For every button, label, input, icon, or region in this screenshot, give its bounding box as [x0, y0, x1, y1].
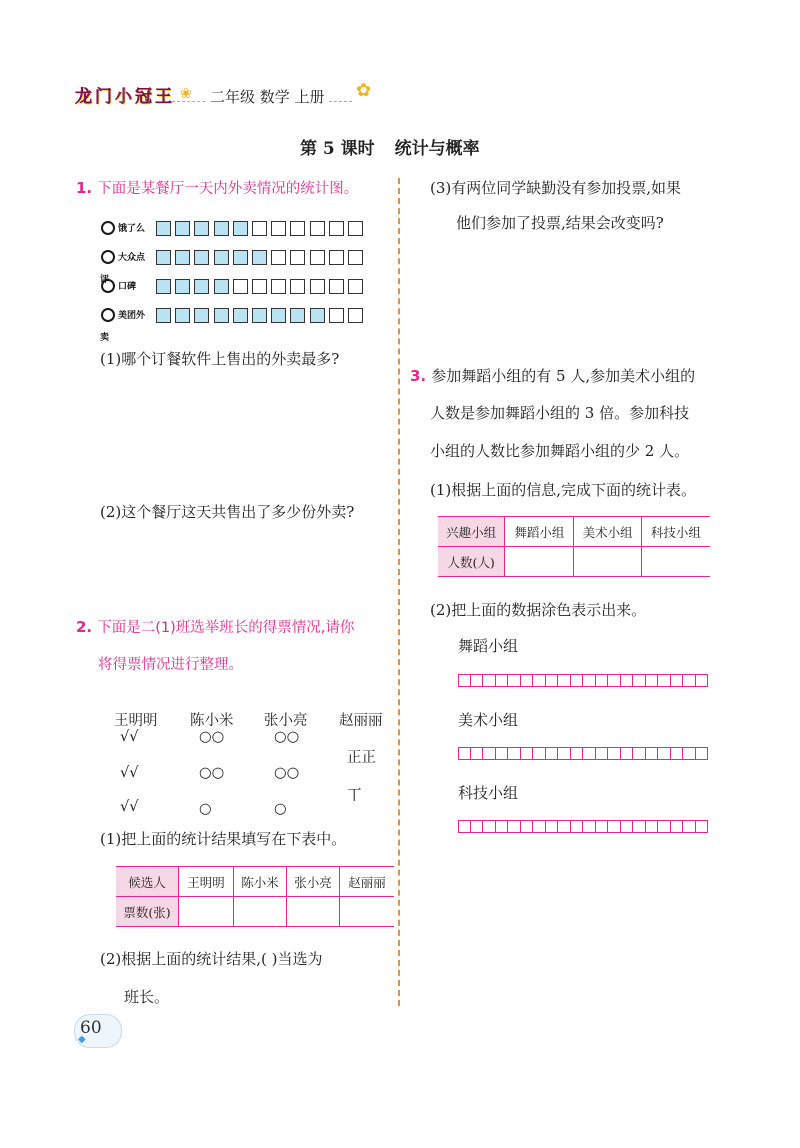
- empty-square: [271, 250, 286, 265]
- series-logo: [74, 82, 174, 107]
- table-header-cell: 张小亮: [287, 867, 340, 897]
- color-square[interactable]: [533, 674, 546, 687]
- butterfly-icon: ✿: [356, 80, 372, 101]
- color-square[interactable]: [571, 747, 584, 760]
- empty-square: [252, 279, 267, 294]
- fish-icon: ◆: [78, 1034, 86, 1045]
- color-square[interactable]: [683, 747, 696, 760]
- filled-square: [233, 308, 248, 323]
- question-number: 3.: [410, 367, 427, 385]
- color-square[interactable]: [621, 747, 634, 760]
- table-header-cell: 美术小组: [574, 517, 641, 547]
- color-square[interactable]: [646, 820, 659, 833]
- filled-square: [175, 250, 190, 265]
- vote-table: [116, 866, 394, 927]
- brand-name: 大众点评: [100, 252, 146, 285]
- empty-square: [290, 250, 305, 265]
- tally-mark: 正正: [347, 750, 376, 766]
- graph-row: [100, 301, 367, 343]
- color-strip[interactable]: [458, 820, 708, 833]
- filled-square: [175, 279, 190, 294]
- filled-square: [194, 221, 209, 236]
- color-square[interactable]: [696, 674, 709, 687]
- filled-square: [290, 308, 305, 323]
- tally-mark: ○○: [274, 765, 300, 781]
- q1-sub1: (1)哪个订餐软件上售出的外卖最多?: [100, 350, 340, 368]
- candidate-name: 陈小米: [190, 713, 234, 729]
- color-square[interactable]: [471, 747, 484, 760]
- filled-square: [194, 250, 209, 265]
- q2-sub3-cont: 他们参加了投票,结果会改变吗?: [456, 214, 664, 232]
- empty-square: [348, 279, 363, 294]
- filled-square: [310, 308, 325, 323]
- logo-char: 小: [115, 87, 133, 107]
- answer-cell[interactable]: [574, 547, 641, 577]
- lesson-title: [300, 134, 480, 159]
- color-square[interactable]: [671, 820, 684, 833]
- filled-square: [233, 250, 248, 265]
- color-square[interactable]: [658, 820, 671, 833]
- color-square[interactable]: [458, 747, 471, 760]
- interest-group-table: [438, 516, 710, 577]
- koubei-icon: [100, 278, 116, 294]
- color-square[interactable]: [496, 674, 509, 687]
- logo-char: 王: [155, 87, 173, 107]
- color-strip[interactable]: [458, 747, 708, 760]
- question-number: 2.: [76, 618, 93, 636]
- table-row-label: 人数(人): [438, 547, 505, 577]
- question-number: 1.: [76, 179, 93, 197]
- filled-square: [271, 308, 286, 323]
- color-square[interactable]: [546, 820, 559, 833]
- empty-square: [310, 221, 325, 236]
- brand-logo: [100, 305, 152, 343]
- table-header-cell: 科技小组: [641, 517, 710, 547]
- question-text: 参加舞蹈小组的有 5 人,参加美术小组的: [431, 367, 696, 385]
- tally-mark: ○○: [274, 729, 300, 745]
- question-text-cont: 将得票情况进行整理。: [98, 657, 243, 673]
- color-square[interactable]: [696, 747, 709, 760]
- color-square[interactable]: [583, 747, 596, 760]
- table-header-cell: 陈小米: [234, 867, 287, 897]
- filled-square: [252, 250, 267, 265]
- color-square[interactable]: [483, 747, 496, 760]
- color-square[interactable]: [521, 747, 534, 760]
- q3-prompt: [410, 365, 695, 386]
- filled-square: [175, 308, 190, 323]
- brand-logo: [100, 276, 152, 298]
- group-label: 科技小组: [458, 784, 519, 802]
- candidate-name: 张小亮: [264, 713, 308, 729]
- color-square[interactable]: [633, 674, 646, 687]
- answer-cell[interactable]: [234, 897, 287, 927]
- takeout-picture-graph: [100, 214, 367, 343]
- empty-square: [348, 250, 363, 265]
- table-header-cell: 王明明: [179, 867, 234, 897]
- empty-square: [329, 308, 344, 323]
- table-header-cell: 兴趣小组: [438, 517, 505, 547]
- filled-square: [156, 250, 171, 265]
- color-square[interactable]: [646, 674, 659, 687]
- color-square[interactable]: [521, 674, 534, 687]
- answer-cell[interactable]: [505, 547, 574, 577]
- empty-square: [329, 250, 344, 265]
- color-square[interactable]: [658, 674, 671, 687]
- filled-square: [194, 279, 209, 294]
- tally-mark: ○○: [199, 765, 225, 781]
- color-square[interactable]: [646, 747, 659, 760]
- tally-mark: √√: [120, 765, 139, 781]
- filled-square: [156, 279, 171, 294]
- page-number: 60: [80, 1018, 102, 1038]
- lesson-number: 第 5 课时: [300, 139, 375, 159]
- q2-sub2-cont: 班长。: [124, 988, 170, 1006]
- color-square[interactable]: [596, 820, 609, 833]
- butterfly-icon: ❀: [180, 86, 192, 102]
- q2-sub1: (1)把上面的统计结果填写在下表中。: [100, 830, 347, 848]
- filled-square: [252, 308, 267, 323]
- color-square[interactable]: [571, 820, 584, 833]
- empty-square: [252, 221, 267, 236]
- color-square[interactable]: [596, 747, 609, 760]
- answer-cell[interactable]: [287, 897, 340, 927]
- color-square[interactable]: [571, 674, 584, 687]
- color-square[interactable]: [458, 674, 471, 687]
- color-square[interactable]: [583, 820, 596, 833]
- meituan-icon: [100, 307, 116, 323]
- table-header-cell: 赵丽丽: [340, 867, 395, 897]
- logo-char: 龙: [75, 87, 93, 107]
- candidate-name: 王明明: [114, 713, 158, 729]
- color-square[interactable]: [483, 820, 496, 833]
- color-square[interactable]: [671, 674, 684, 687]
- empty-square: [329, 279, 344, 294]
- empty-square: [310, 250, 325, 265]
- color-square[interactable]: [471, 674, 484, 687]
- question-text: 下面是二(1)班选举班长的得票情况,请你: [97, 620, 355, 636]
- logo-char: 门: [95, 87, 113, 107]
- filled-square: [214, 250, 229, 265]
- table-header-cell: 舞蹈小组: [505, 517, 574, 547]
- color-square[interactable]: [558, 747, 571, 760]
- group-label: 舞蹈小组: [458, 637, 519, 655]
- question-text: 下面是某餐厅一天内外卖情况的统计图。: [97, 181, 359, 197]
- graph-row: [100, 272, 367, 301]
- filled-square: [175, 221, 190, 236]
- color-square[interactable]: [533, 747, 546, 760]
- answer-cell[interactable]: [641, 547, 710, 577]
- question-text-cont: 小组的人数比参加舞蹈小组的少 2 人。: [430, 442, 690, 460]
- graph-row: [100, 214, 367, 243]
- color-square[interactable]: [533, 820, 546, 833]
- color-square[interactable]: [621, 820, 634, 833]
- graph-row: [100, 243, 367, 285]
- brand-name: 美团外卖: [100, 310, 146, 343]
- dianping-icon: [100, 249, 116, 265]
- filled-square: [214, 279, 229, 294]
- tally-mark: √√: [120, 799, 139, 815]
- empty-square: [290, 279, 305, 294]
- question-text-cont: 人数是参加舞蹈小组的 3 倍。参加科技: [430, 404, 690, 422]
- filled-square: [194, 308, 209, 323]
- color-square[interactable]: [633, 820, 646, 833]
- brand-name: 口碑: [118, 281, 137, 292]
- color-strip[interactable]: [458, 674, 708, 687]
- color-square[interactable]: [546, 674, 559, 687]
- color-square[interactable]: [608, 674, 621, 687]
- color-square[interactable]: [608, 820, 621, 833]
- tally-mark: ○○: [199, 729, 225, 745]
- tally-mark: ○: [199, 801, 212, 817]
- empty-square: [348, 221, 363, 236]
- empty-square: [329, 221, 344, 236]
- color-square[interactable]: [558, 674, 571, 687]
- logo-char: 冠: [135, 87, 153, 107]
- color-square[interactable]: [546, 747, 559, 760]
- filled-square: [214, 221, 229, 236]
- q1-prompt: [76, 177, 358, 198]
- color-square[interactable]: [508, 820, 521, 833]
- empty-square: [348, 308, 363, 323]
- empty-square: [233, 279, 248, 294]
- eleme-icon: [100, 220, 116, 236]
- q2-sub3: (3)有两位同学缺勤没有参加投票,如果: [430, 179, 682, 197]
- color-square[interactable]: [583, 674, 596, 687]
- color-square[interactable]: [608, 747, 621, 760]
- color-square[interactable]: [508, 747, 521, 760]
- empty-square: [310, 279, 325, 294]
- empty-square: [290, 221, 305, 236]
- lesson-topic: 统计与概率: [394, 139, 480, 159]
- column-divider: [398, 178, 400, 1006]
- book-subtitle: 二年级 数学 上册: [206, 86, 329, 107]
- q2-prompt: [76, 616, 354, 637]
- answer-cell[interactable]: [340, 897, 395, 927]
- color-square[interactable]: [521, 820, 534, 833]
- color-square[interactable]: [508, 674, 521, 687]
- brand-logo: [100, 247, 152, 285]
- answer-cell[interactable]: [179, 897, 234, 927]
- color-square[interactable]: [596, 674, 609, 687]
- q3-sub2: (2)把上面的数据涂色表示出来。: [430, 601, 647, 619]
- color-square[interactable]: [558, 820, 571, 833]
- brand-name: 饿了么: [118, 223, 146, 234]
- color-square[interactable]: [633, 747, 646, 760]
- color-square[interactable]: [683, 674, 696, 687]
- color-square[interactable]: [471, 820, 484, 833]
- empty-square: [271, 279, 286, 294]
- brand-logo: [100, 218, 152, 240]
- q1-sub2: (2)这个餐厅这天共售出了多少份外卖?: [100, 503, 355, 521]
- tally-mark: 丅: [347, 788, 362, 804]
- group-label: 美术小组: [458, 711, 519, 729]
- color-square[interactable]: [621, 674, 634, 687]
- filled-square: [233, 221, 248, 236]
- color-square[interactable]: [496, 747, 509, 760]
- filled-square: [156, 308, 171, 323]
- empty-square: [271, 221, 286, 236]
- q2-sub2: (2)根据上面的统计结果,( )当选为: [100, 950, 323, 968]
- filled-square: [156, 221, 171, 236]
- tally-mark: ○: [274, 801, 287, 817]
- color-square[interactable]: [496, 820, 509, 833]
- table-header-cell: 候选人: [116, 867, 179, 897]
- tally-mark: √√: [120, 729, 139, 745]
- color-square[interactable]: [671, 747, 684, 760]
- candidate-name: 赵丽丽: [339, 713, 383, 729]
- filled-square: [214, 308, 229, 323]
- color-square[interactable]: [683, 820, 696, 833]
- color-square[interactable]: [658, 747, 671, 760]
- color-square[interactable]: [483, 674, 496, 687]
- color-square[interactable]: [696, 820, 709, 833]
- color-square[interactable]: [458, 820, 471, 833]
- q3-sub1: (1)根据上面的信息,完成下面的统计表。: [430, 481, 697, 499]
- table-row-label: 票数(张): [116, 897, 179, 927]
